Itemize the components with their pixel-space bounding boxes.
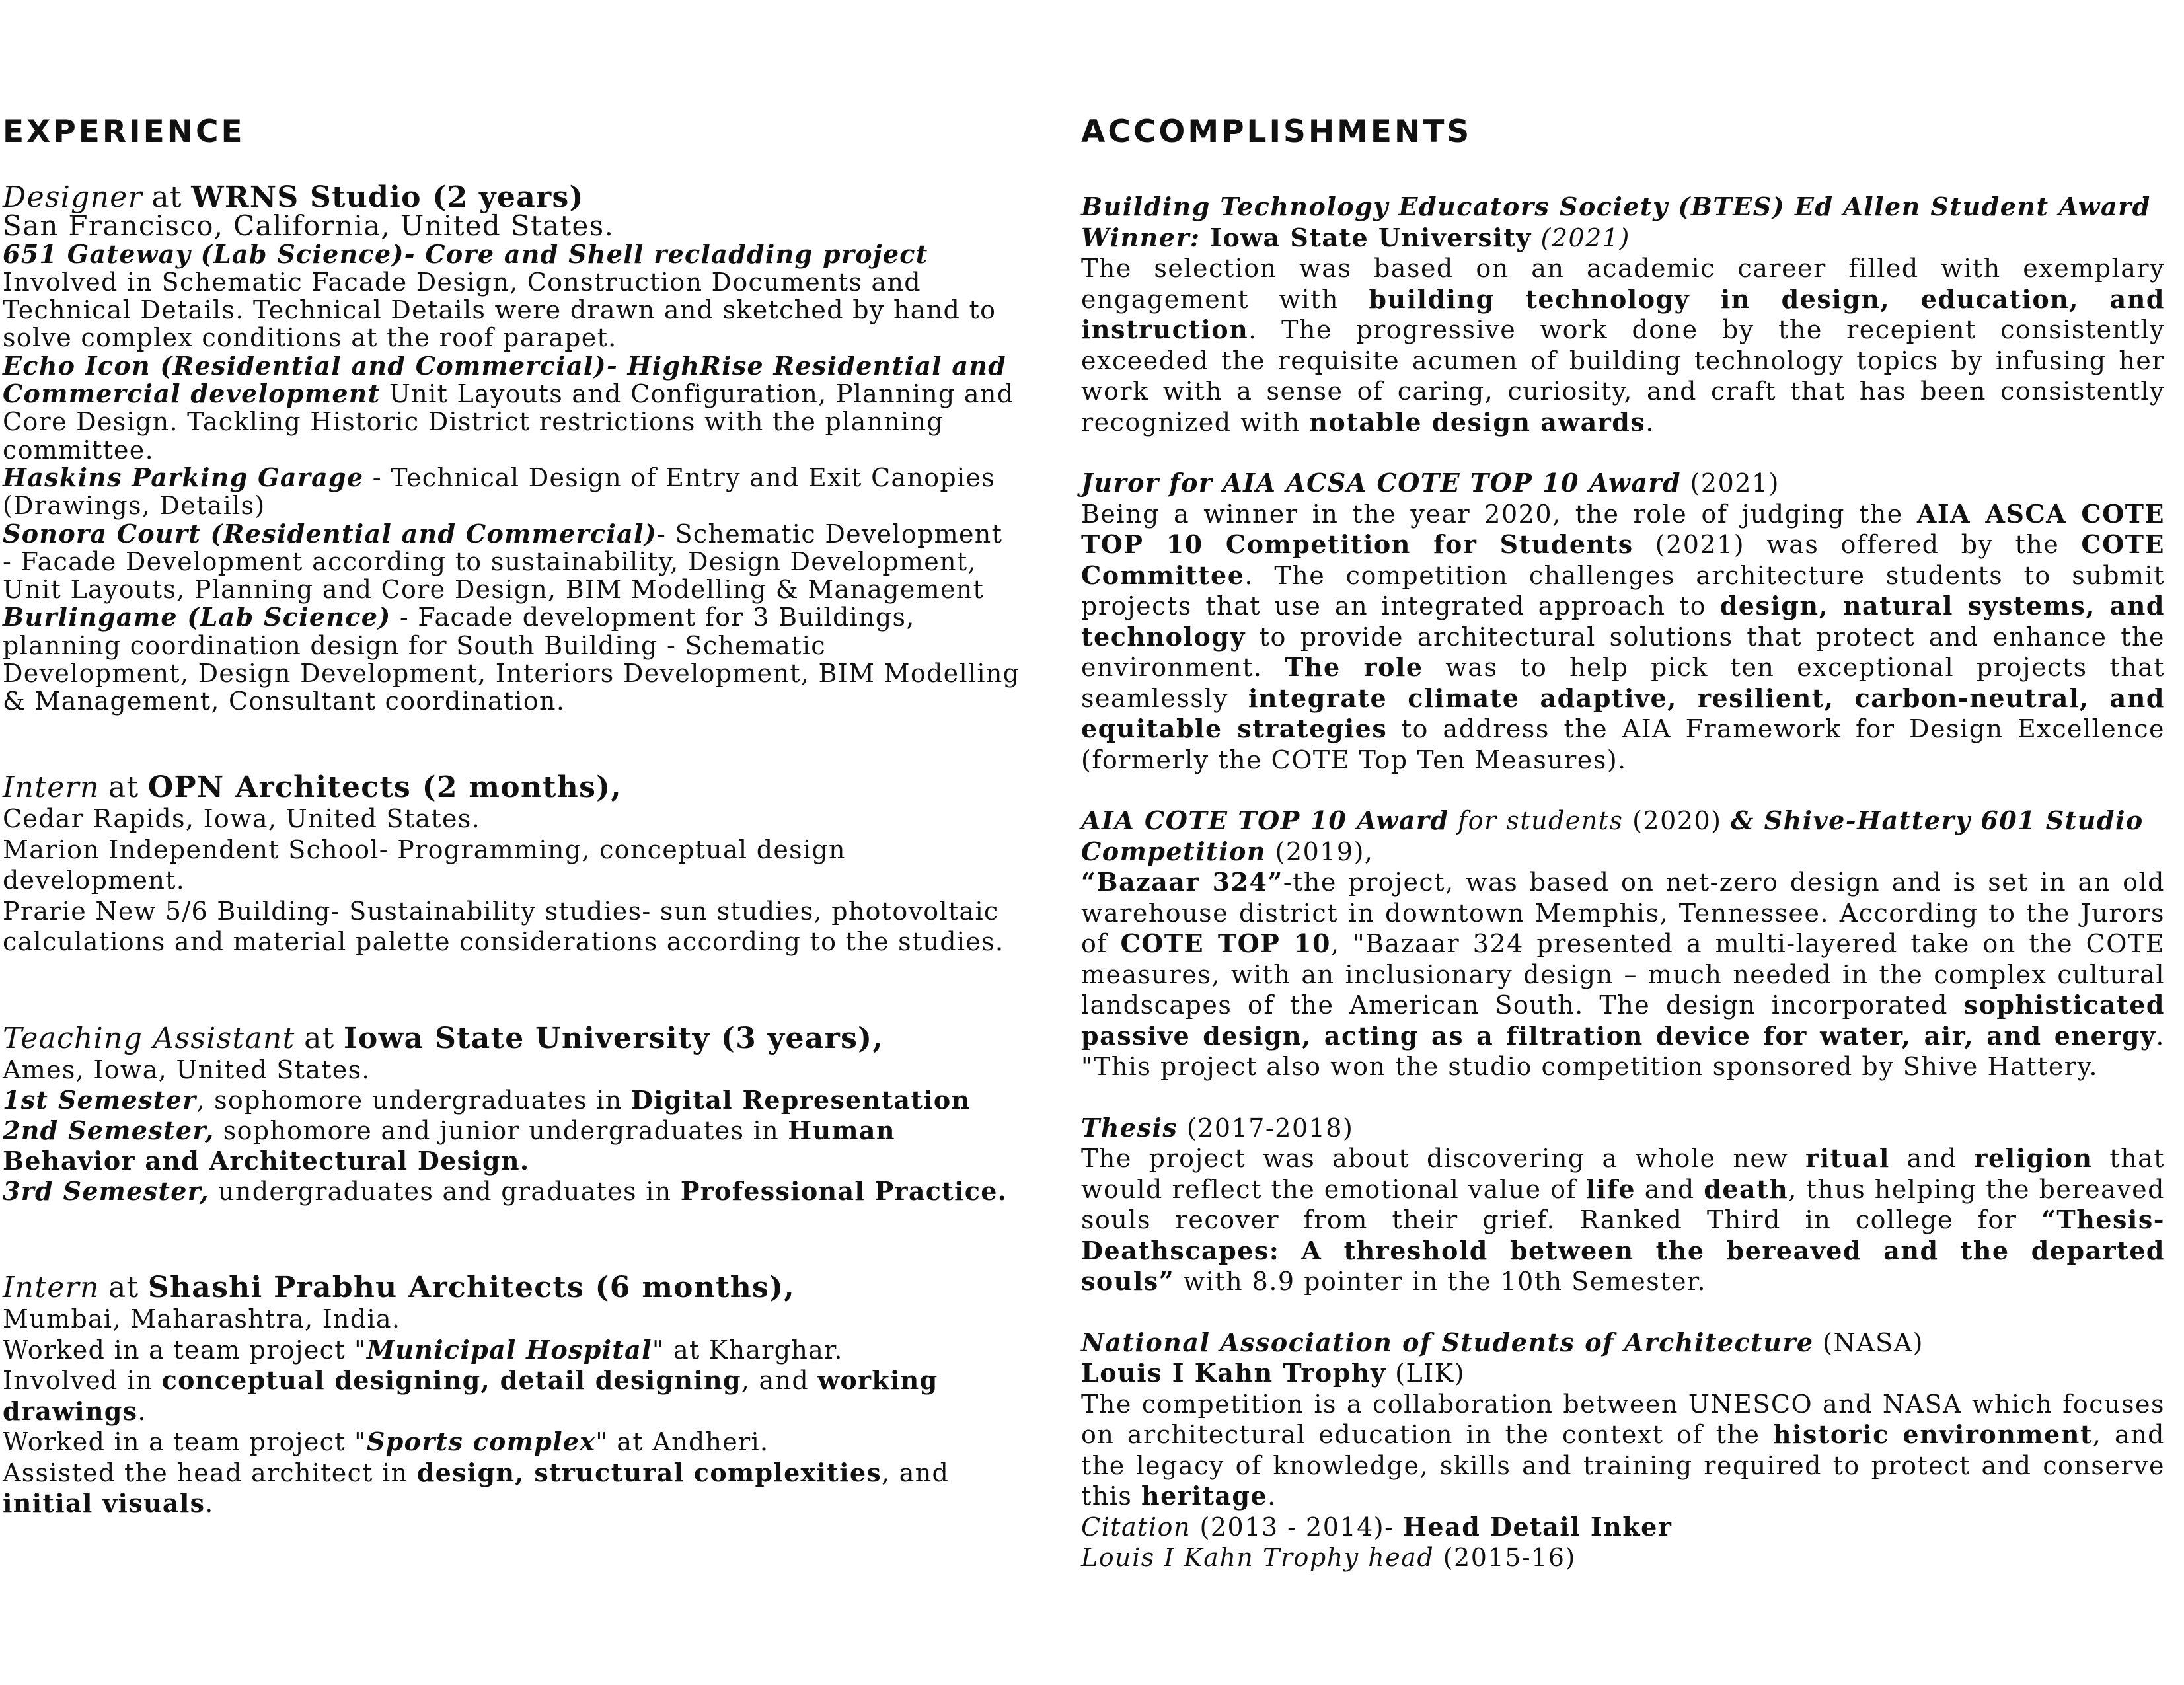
award-title: National Association of Students of Architecture [1081, 1327, 1814, 1357]
text: Worked in a team project " [3, 1427, 367, 1457]
shashi-line-1 [3, 1335, 1020, 1366]
emphasis: building technology in design, education, and instruction [1081, 283, 2165, 344]
opn-line-1: Marion Independent School- Programming, conceptual design development. [3, 835, 846, 895]
role: Intern [3, 770, 100, 804]
project-desc: - Technical Design of Entry and Exit Canopies (Drawings, Details) [3, 463, 996, 521]
emphasis: AIA ASCA COTE TOP 10 Competition for Students [1081, 498, 2165, 559]
award-org: Iowa State University [1200, 222, 1532, 252]
semester-label: 3rd Semester, [3, 1176, 209, 1206]
award-title-line [1081, 805, 2165, 867]
accomplishment-cote [1081, 805, 2165, 1082]
text: (2021) was offered by the [1633, 530, 2082, 559]
entry-header [3, 1021, 1020, 1055]
at-word: at [151, 180, 182, 214]
organization: Shashi Prabhu Architects (6 months), [147, 1270, 795, 1304]
text: -the project, was based on net-zero design and is set in an old warehouse district in downtown Memphis, Tennessee. According to the Jurors of [1081, 868, 2165, 958]
organization: OPN Architects (2 months), [147, 770, 622, 804]
project-echo-icon [3, 352, 1020, 464]
project-desc: Involved in Schematic Facade Design, Construction Documents and Technical Details. Technical Details were drawn and sketched by hand to solve complex conditions at the roof parapet. [3, 267, 997, 353]
entry-header [3, 772, 1020, 804]
text: The selection was based on an academic career filled with exemplary engagement with [1081, 254, 2165, 314]
citation-label: Citation [1081, 1512, 1191, 1542]
award-title-line [1081, 192, 2165, 253]
project-651-gateway [3, 241, 1020, 352]
project-name: Sports complex [366, 1427, 596, 1457]
text: . The progressive work done by the recepient consistently exceeded the requisite acumen of building technology topics by infusing her work with a sense of caring, curiosity, and craft that has been consistently recognized with [1081, 315, 2165, 437]
award-title: Thesis [1081, 1112, 1178, 1142]
semester-3 [3, 1176, 1020, 1207]
accomplishment-juror [1081, 468, 2165, 775]
text: , and [741, 1366, 818, 1396]
project-desc: Unit Layouts and Configuration, Planning and Core Design. Tackling Historic District restrictions with the planning committee. [3, 379, 1014, 465]
location: Ames, Iowa, United States. [3, 1055, 371, 1084]
opn-line-2: Prarie New 5/6 Building- Sustainability studies- sun studies, photovoltaic calculations and material palette considerations according to the studies. [3, 896, 1004, 957]
citation-year: (2013 - 2014)- [1190, 1512, 1403, 1542]
text: The competition is a collaboration between UNESCO and NASA which focuses on architectural education in the context of the [1081, 1389, 2165, 1449]
experience-entry-opn [3, 772, 1020, 957]
award-title: AIA COTE TOP 10 Award [1081, 805, 1449, 835]
at-word: at [304, 1021, 335, 1055]
emphasis: notable design awards [1309, 406, 1646, 437]
award-abbr: (NASA) [1813, 1328, 1924, 1357]
text: , thus helping the bereaved souls recover from their grief. Ranked Third in college for [1081, 1174, 2165, 1234]
shashi-line-4 [3, 1458, 1020, 1519]
accomplishment-nasa [1081, 1328, 2165, 1573]
entry-header [3, 180, 1020, 214]
accomplishment-btes [1081, 192, 2165, 437]
text: with 8.9 pointer in the 10th Semester. [1174, 1267, 1707, 1296]
text: Worked in a team project " [3, 1335, 367, 1365]
award-year: (2021) [1681, 468, 1780, 498]
text: that would reflect the emotional value of [1081, 1144, 2165, 1204]
experience-column [3, 112, 1020, 1519]
text: , and [882, 1458, 950, 1487]
semester-subject: Human Behavior and Architectural Design. [3, 1115, 895, 1176]
semester-text: sophomore and junior undergraduates in [214, 1115, 788, 1145]
emphasis: conceptual designing, detail designing [161, 1365, 741, 1396]
award-description [1081, 253, 2165, 437]
text: and [1889, 1144, 1975, 1173]
accomplishments-heading: ACCOMPLISHMENTS [1081, 114, 1472, 150]
award-year: (2020) [1623, 806, 1731, 835]
emphasis: COTE TOP 10 [1120, 928, 1331, 958]
text: to address the AIA Framework for Design Excellence (formerly the COTE Top Ten Measures). [1081, 714, 2165, 774]
semester-label: 2nd Semester, [3, 1115, 215, 1145]
project-title: Haskins Parking Garage [3, 462, 364, 492]
semester-1 [3, 1085, 1020, 1115]
emphasis: “Bazaar 324” [1081, 867, 1283, 897]
award-title-line [1081, 468, 2165, 499]
text: The project was about discovering a whole new [1081, 1144, 1806, 1173]
text: , and the legacy of knowledge, skills and training required to protect and conserve this [1081, 1420, 2165, 1511]
location: Cedar Rapids, Iowa, United States. [3, 804, 480, 834]
text: . The competition challenges architecture students to submit projects that use an integrated approach to [1081, 560, 2165, 620]
text: , "Bazaar 324 presented a multi-layered take on the COTE measures, with an inclusionary design – much needed in the complex cultural landscapes of the American South. The design incorporated [1081, 929, 2165, 1020]
citation-line [1081, 1512, 2165, 1543]
semester-subject: Professional Practice. [680, 1176, 1008, 1206]
experience-entry-isu [3, 1021, 1020, 1207]
text: Involved in [3, 1366, 162, 1396]
trophy-head-year: (2015-16) [1434, 1543, 1576, 1572]
award-title-2: & Shive-Hattery 601 Studio Competition [1081, 805, 2144, 866]
trophy-name: Louis I Kahn Trophy [1081, 1358, 1386, 1388]
award-title: Building Technology Educators Society (BTES) Ed Allen Student Award Winner: [1081, 192, 2151, 252]
project-title: Sonora Court (Residential and Commercial) [3, 518, 658, 548]
award-description [1081, 867, 2165, 1082]
shashi-line-2 [3, 1365, 1020, 1427]
organization: WRNS Studio (2 years) [191, 180, 584, 214]
emphasis: The role [1285, 652, 1423, 682]
emphasis: sophisticated passive design, acting as a filtration device for water, air, and energy [1081, 990, 2165, 1051]
organization: Iowa State University (3 years), [343, 1021, 884, 1055]
emphasis: integrate climate adaptive, resilient, carbon-neutral, and equitable strategies [1081, 683, 2165, 743]
at-word: at [108, 1270, 139, 1304]
trophy-head-label: Louis I Kahn Trophy head [1081, 1543, 1435, 1572]
text: . [205, 1489, 214, 1518]
project-name: Municipal Hospital [366, 1334, 652, 1365]
semester-label: 1st Semester [3, 1084, 197, 1115]
shashi-line-3 [3, 1427, 1020, 1458]
semester-text: undergraduates and graduates in [209, 1176, 681, 1206]
emphasis: historic environment [1772, 1419, 2093, 1449]
emphasis: ritual [1805, 1143, 1890, 1173]
project-haskins [3, 464, 1020, 520]
experience-entry-shashi [3, 1270, 1020, 1519]
project-title: 651 Gateway (Lab Science)- Core and Shell recladding project [3, 239, 928, 269]
award-year: (2017-2018) [1178, 1113, 1354, 1142]
emphasis: design, natural systems, and technology [1081, 591, 2165, 652]
project-burlingame [3, 603, 1020, 715]
emphasis: life [1585, 1174, 1636, 1204]
text: Assisted the head architect in [3, 1458, 417, 1487]
emphasis: design, structural complexities [416, 1457, 882, 1487]
text: Being a winner in the year 2020, the role of judging the [1081, 499, 1917, 529]
emphasis: death [1704, 1174, 1789, 1204]
award-for: for students [1449, 806, 1624, 835]
text: " at Kharghar. [652, 1335, 843, 1365]
project-desc: - Facade development for 3 Buildings, planning coordination design for South Building - Schematic Development, Design Development, Interiors Development, BIM Modelling & Management, Consultant coordination. [3, 603, 1020, 716]
award-year: (2021) [1531, 223, 1630, 252]
role: Designer [3, 180, 143, 214]
text: . [137, 1396, 147, 1426]
text: . "This project also won the studio competition sponsored by Shive Hattery. [1081, 1021, 2165, 1081]
location: San Francisco, California, United States. [3, 209, 615, 243]
project-desc: - Schematic Development - Facade Development according to sustainability, Design Development, Unit Layouts, Planning and Core Design, BIM Modelling & Management [3, 519, 1003, 605]
award-title: Juror for AIA ACSA COTE TOP 10 Award [1081, 468, 1681, 498]
trophy-line [1081, 1358, 2165, 1389]
award-description [1081, 1143, 2165, 1297]
emphasis: “Thesis- Deathscapes: A threshold between the bereaved and the departed souls” [1081, 1205, 2165, 1296]
location: Mumbai, Maharashtra, India. [3, 1304, 401, 1334]
experience-heading: EXPERIENCE [3, 114, 245, 150]
text: " at Andheri. [595, 1427, 769, 1457]
semester-2 [3, 1115, 1020, 1176]
project-sonora [3, 520, 1020, 604]
role: Intern [3, 1270, 100, 1304]
emphasis: heritage [1141, 1481, 1268, 1511]
project-title: Echo Icon (Residential and Commercial)- HighRise Residential and Commercial development [3, 350, 1007, 409]
emphasis: initial visuals [3, 1488, 206, 1518]
semester-subject: Digital Representation [630, 1084, 971, 1115]
text: and [1636, 1174, 1704, 1204]
emphasis: working drawings [3, 1365, 938, 1426]
emphasis: COTE Committee [1081, 529, 2165, 590]
text: . [1267, 1481, 1277, 1511]
trophy-abbr: (LIK) [1386, 1359, 1465, 1388]
project-title: Burlingame (Lab Science) [3, 602, 391, 632]
entry-header [3, 1270, 1020, 1304]
award-title-line [1081, 1328, 2165, 1359]
accomplishments-column [1081, 112, 2165, 1573]
experience-entry-wrns [3, 180, 1020, 716]
semester-text: , sophomore undergraduates in [196, 1085, 631, 1115]
text: to provide architectural solutions that protect and enhance the environment. [1081, 622, 2165, 682]
at-word: at [108, 770, 139, 804]
emphasis: religion [1974, 1143, 2093, 1173]
role: Teaching Assistant [3, 1021, 295, 1055]
text: . [1645, 407, 1655, 437]
award-year-2: (2019), [1266, 837, 1374, 866]
accomplishment-thesis [1081, 1113, 2165, 1297]
trophy-head-line [1081, 1542, 2165, 1573]
text: was to help pick ten exceptional projects that seamlessly [1081, 653, 2165, 713]
award-description [1081, 499, 2165, 776]
citation-role: Head Detail Inker [1403, 1511, 1673, 1542]
award-description [1081, 1389, 2165, 1512]
award-title-line [1081, 1113, 2165, 1144]
